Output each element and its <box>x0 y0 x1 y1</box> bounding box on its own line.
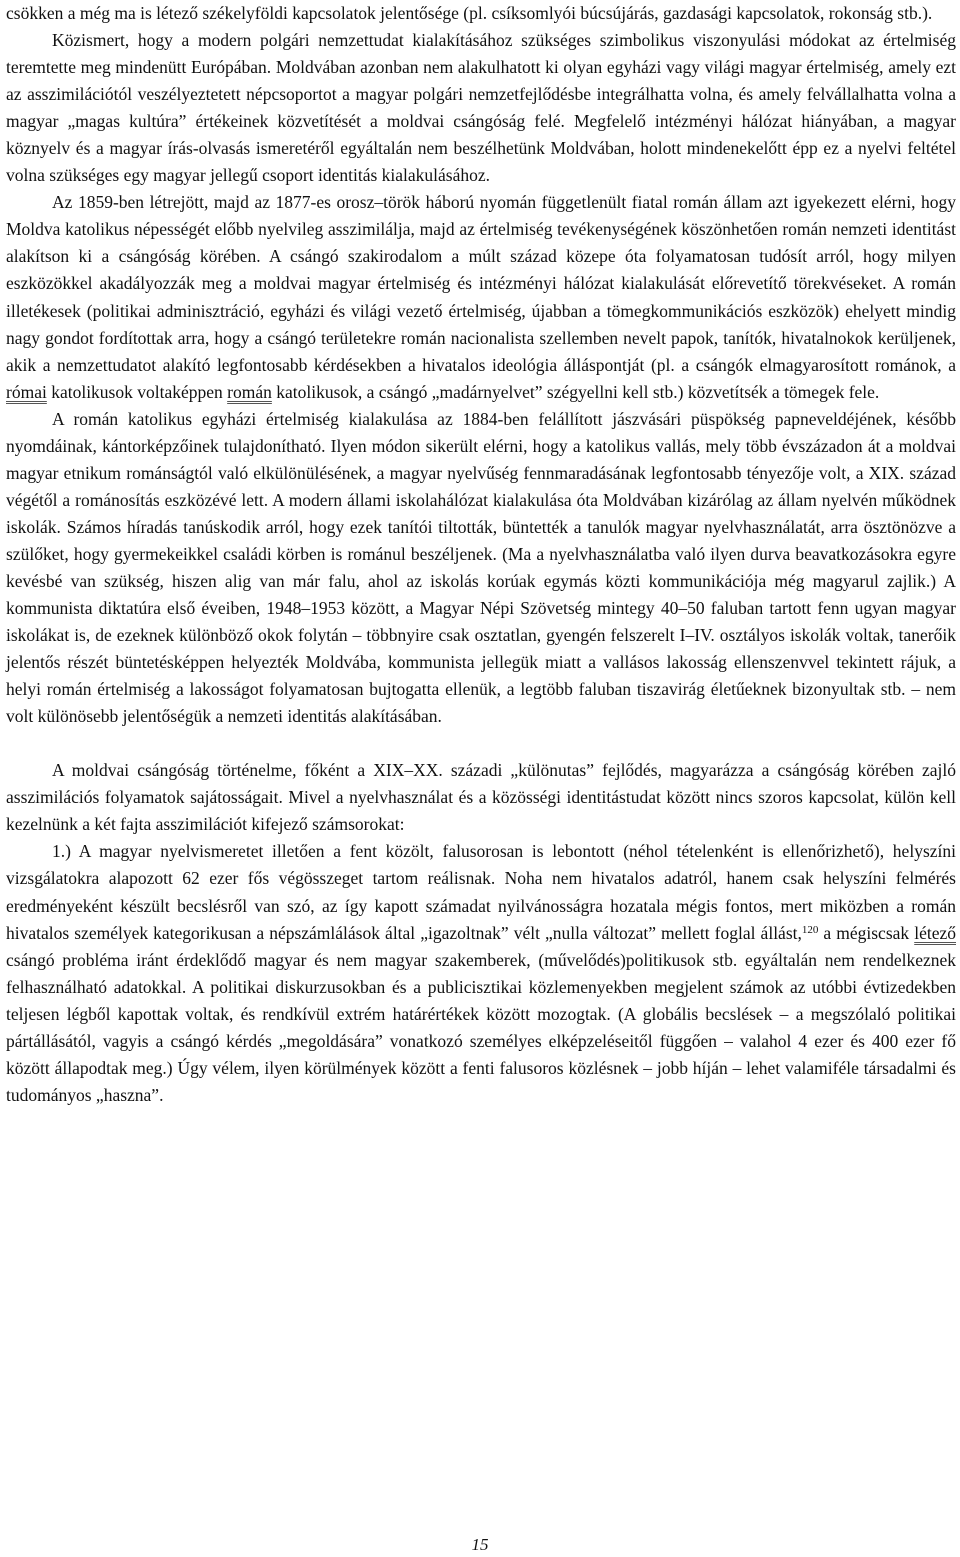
paragraph <box>6 0 956 27</box>
text-run: Az 1859-ben létrejött, majd az 1877-es orosz–török háború nyomán függetlenült fiatal román állam azt igyekezett elérni, hogy Moldva katolikus népességét előbb nyelvileg asszimilálja, majd az értelmiség tevékenységének köszönhetően román nemzeti identitást alakítson ki a csángóság körében. A csángó szakirodalom a múlt század közepe óta folyamatosan tudósít arról, hogy milyen eszközökkel akadályozzák meg a moldvai magyar értelmiség és intézményi hálózat kialakulását előrevetítő törekvéseket. A román illetékesek (politikai adminisztráció, egyházi és világi vezető értelmiség, újabban a tömegkommunikációs eszközök) ehelyett mindig nagy gondot fordítottak arra, hogy a csángó területekre román nacionalista szellemben nevelt papok, tanítók, hivatalnokok kerüljenek, akik a nemzettudatot alakító legfontosabb kérdésekben a hivatalos ideológia álláspontját (pl. a csángók elmagyarosított románok, a <box>6 192 956 375</box>
text-run: A román katolikus egyházi értelmiség kialakulása az 1884-ben felállított jászvásári püspökség papneveldéjének, később nyomdáinak, kántorképzőinek tulajdonítható. Ilyen módon sikerült elérni, hogy a katolikus vallás, mely több évszázadon át a moldvai magyar etnikum románságtól való elkülönülésének, a magyar nyelvűség fennmaradásának legfontosabb tényezője volt, a XIX. század végétől a románosítás eszközévé lett. A modern állami iskolahálózat kialakulása óta Moldvában kizárólag az állam nyelvén működnek iskolák. Számos híradás tanúskodik arról, hogy ezek tanítói tiltották, büntették a tanulók magyar nyelvhasználatát, arra ösztönözve a szülőket, hogy gyermekeikkel családi körben is románul beszéljenek. (Ma a nyelvhasználatba való ilyen durva beavatkozásokra egyre kevésbé van szükség, hiszen alig van már falu, ahol az iskolás korúak egymás közti kommunikációja még magyarul zajlik.) A kommunista diktatúra első éveiben, 1948–1953 között, a Magyar Népi Szövetség mintegy 40–50 faluban tartott fenn ugyan magyar iskolákat is, de ezeknek különböző okok folytán – többnyire csak osztatlan, gyengén felszerelt I–IV. osztályos iskolák voltak, tanerőik jelentős részét büntetésképpen helyezték Moldvába, kommunista jellegük miatt a vallásos lakosság ellenszenvvel tekintett rájuk, a helyi román értelmiség a lakosságot folyamatosan bujtogatta ellenük, a legtöbb faluban tiszavirág életűeknek bizonyultak stb. – nem volt különösebb jelentőségük a nemzeti identitás alakításában. <box>6 408 956 727</box>
paragraph <box>6 189 956 405</box>
page-number: 15 <box>471 1535 489 1554</box>
text-run: csökken a még ma is létező székelyföldi kapcsolatok jelentősége (pl. csíksomlyói búcsújárás, gazdasági kapcsolatok, rokonság stb.). <box>6 3 933 23</box>
underlined-word: létező <box>914 922 956 943</box>
text-run: A moldvai csángóság történelme, főként a XIX–XX. századi „különutas” fejlődés, magyarázza a csángóság körében zajló asszimilációs folyamatok sajátosságait. Mivel a nyelvhasználat és a közösségi identitástudat között nincs szoros kapcsolat, külön kell kezelnünk a két fajta asszimilációt kifejező számsorokat: <box>6 760 956 835</box>
text-run: katolikusok, a csángó „madárnyelvet” szégyellni kell stb.) közvetítsék a tömegek fele. <box>271 381 880 402</box>
underlined-word: román <box>227 381 272 402</box>
footnote-reference[interactable]: 120 <box>801 923 819 936</box>
paragraph <box>6 27 956 189</box>
document-body <box>6 0 956 1109</box>
text-run: 1.) A magyar nyelvismeretet illetően a fent közölt, falusorosan is lebontott (néhol tételenként is ellenőrizhető), helyszíni vizsgálatokra alapozott 62 ezer fős végösszeget tartom reálisnak. Noha nem hivatalos adatról, hanem csak helyszíni felmérés eredményeként készült becslésről van szó, az így kapott számadat nyilvánosságra hozatala mégis fontos, mert miközben a román hivatalos személyek kategorikusan a népszámlálások által „igazoltnak” vélt „nulla változat” mellett foglal állást, <box>6 841 956 943</box>
text-run: a mégiscsak <box>818 922 915 943</box>
text-run: csángó probléma iránt érdeklődő magyar és nem magyar szakemberek, (művelődés)politikusok stb. egyáltalán nem rendelkeznek felhasználható adatokkal. A politikai diskurzusokban és a publicisztikai közlemenyekben megjelent számok az utóbbi évtizedekben teljesen légből kapottak voltak, és rendkívül extrém határértékek között mozogtak. (A globális becslések – a megszólaló politikai pártállásától, vagyis a csángó kérdés „megoldására” vonatkozó személyes elképzeléseitől függően – valahol 4 ezer és 400 ezer fő között állapodtak meg.) Úgy vélem, ilyen körülmények között a fenti falusoros közlésnek – jobb híján – lehet valamiféle társadalmi és tudományos „haszna”. <box>6 949 956 1105</box>
text-run: Közismert, hogy a modern polgári nemzettudat kialakításához szükséges szimbolikus viszonyulási módokat az értelmiség teremtette meg mindenütt Európában. Moldvában azonban nem alakulhatott ki olyan egyházi vagy világi magyar értelmiség, amely ezt az asszimilációtól veszélyeztetett népcsoportot a magyar polgári nemzetfejlődésbe integrálhatta volna, és amely felvállalhatta volna a magyar „magas kultúra” értékeinek közvetítését a moldvai csángóság felé. Megfelelő intézményi hálózat hiányában, a magyar köznyelv és a magyar írás-olvasás ismeretéről egyáltalán nem beszélhetünk Moldvában, holott mindenekelőtt épp ez a nyelvi feltétel volna szükséges egy magyar jellegű csoport identitás kialakulásához. <box>6 30 956 186</box>
underlined-word: római <box>6 381 47 402</box>
paragraph <box>6 406 956 731</box>
paragraph <box>6 838 956 1108</box>
text-run: katolikusok voltaképpen <box>46 381 228 402</box>
paragraph <box>6 757 956 838</box>
